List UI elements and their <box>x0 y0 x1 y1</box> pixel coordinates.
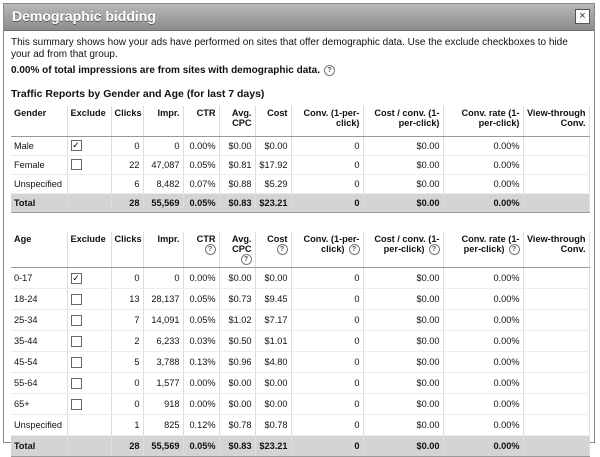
exclude-checkbox[interactable] <box>71 378 82 389</box>
cell-ctr: 0.00% <box>183 373 219 394</box>
table-row <box>11 136 589 155</box>
exclude-checkbox[interactable] <box>71 294 82 305</box>
cell-impr: 1,577 <box>143 373 183 394</box>
gender-header-label: Impr. <box>157 108 180 118</box>
gender-total-row <box>11 193 589 212</box>
cell-clicks: 13 <box>111 289 143 310</box>
cell-impr: 6,233 <box>143 331 183 352</box>
table-row <box>11 310 589 331</box>
cell-cost: $17.92 <box>255 155 291 174</box>
cell-conv_rate: 0.00% <box>443 193 523 212</box>
cell-conv: 0 <box>291 289 363 310</box>
cell-cost: $0.00 <box>255 268 291 289</box>
cell-clicks: 7 <box>111 310 143 331</box>
gender-header-label: View-through Conv. <box>526 108 586 128</box>
age-table-header <box>11 232 589 268</box>
cell-cost_conv: $0.00 <box>363 310 443 331</box>
cell-vt <box>523 415 589 436</box>
age-header-cell <box>363 232 443 268</box>
cell-impr: 28,137 <box>143 289 183 310</box>
age-header-cell <box>111 232 143 268</box>
cell-cost_conv: $0.00 <box>363 331 443 352</box>
cell-vt <box>523 136 589 155</box>
cell-ctr: 0.05% <box>183 193 219 212</box>
cell-impr: 55,569 <box>143 436 183 457</box>
exclude-checkbox[interactable] <box>71 399 82 410</box>
cell-conv: 0 <box>291 268 363 289</box>
help-icon[interactable]: ? <box>241 254 252 265</box>
cell-vt <box>523 268 589 289</box>
cell-cost: $0.00 <box>255 373 291 394</box>
gender-header-cell <box>111 106 143 136</box>
help-icon[interactable]: ? <box>205 244 216 255</box>
gender-table-header <box>11 106 589 136</box>
cell-vt <box>523 436 589 457</box>
gender-header-label: Gender <box>14 108 47 118</box>
close-icon[interactable]: × <box>575 9 590 24</box>
cell-clicks: 22 <box>111 155 143 174</box>
cell-cost: $23.21 <box>255 193 291 212</box>
cell-conv_rate: 0.00% <box>443 289 523 310</box>
cell-conv_rate: 0.00% <box>443 155 523 174</box>
row-label: Unspecified <box>11 415 67 436</box>
age-header-label: Clicks <box>114 234 142 244</box>
gender-header-cell <box>183 106 219 136</box>
cell-clicks: 0 <box>111 268 143 289</box>
exclude-checkbox[interactable]: ✓ <box>72 140 80 151</box>
cell-cost_conv: $0.00 <box>363 352 443 373</box>
age-header-label: Age <box>14 234 32 244</box>
gender-header-cell <box>523 106 589 136</box>
cell-impr: 825 <box>143 415 183 436</box>
cell-cost_conv: $0.00 <box>363 136 443 155</box>
cell-conv: 0 <box>291 373 363 394</box>
cell-vt <box>523 394 589 415</box>
cell-conv_rate: 0.00% <box>443 268 523 289</box>
age-header-cell <box>11 232 67 268</box>
gender-header-label: Conv. rate (1-per-click) <box>461 108 520 128</box>
age-header-label: Exclude <box>70 234 106 244</box>
gender-header-label: CTR <box>196 108 216 118</box>
row-label: 55-64 <box>11 373 67 394</box>
cell-conv: 0 <box>291 310 363 331</box>
cell-cpc: $0.00 <box>219 373 255 394</box>
row-label: 18-24 <box>11 289 67 310</box>
cell-clicks: 0 <box>111 136 143 155</box>
cell-cost: $0.78 <box>255 415 291 436</box>
gender-header-label: Avg. CPC <box>231 108 252 128</box>
cell-ctr: 0.05% <box>183 289 219 310</box>
exclude-checkbox[interactable]: ✓ <box>72 272 80 283</box>
row-label: Male <box>11 136 67 155</box>
cell-conv_rate: 0.00% <box>443 174 523 193</box>
exclude-cell <box>67 289 111 310</box>
row-label: 45-54 <box>11 352 67 373</box>
age-header-label: Impr. <box>157 234 180 244</box>
row-label: 0-17 <box>11 268 67 289</box>
row-label: 65+ <box>11 394 67 415</box>
exclude-checkbox[interactable] <box>71 357 82 368</box>
cell-cpc: $0.81 <box>219 155 255 174</box>
gender-header-cell <box>291 106 363 136</box>
exclude-cell <box>67 415 111 436</box>
age-header-label: Cost / conv. (1-per-click) <box>374 234 440 254</box>
help-icon[interactable]: ? <box>277 244 288 255</box>
cell-cost_conv: $0.00 <box>363 415 443 436</box>
age-header-cell <box>291 232 363 268</box>
impressions-note <box>11 65 335 76</box>
row-label: Unspecified <box>11 174 67 193</box>
cell-vt <box>523 289 589 310</box>
cell-conv: 0 <box>291 174 363 193</box>
gender-header-cell <box>67 106 111 136</box>
age-header-cell <box>523 232 589 268</box>
exclude-cell <box>67 193 111 212</box>
cell-conv: 0 <box>291 193 363 212</box>
cell-vt <box>523 373 589 394</box>
table-row <box>11 331 589 352</box>
table-row <box>11 174 589 193</box>
cell-impr: 918 <box>143 394 183 415</box>
cell-cost: $4.80 <box>255 352 291 373</box>
cell-impr: 3,788 <box>143 352 183 373</box>
cell-cost: $23.21 <box>255 436 291 457</box>
cell-cost: $0.00 <box>255 394 291 415</box>
cell-clicks: 5 <box>111 352 143 373</box>
cell-ctr: 0.03% <box>183 331 219 352</box>
age-header-cell <box>443 232 523 268</box>
exclude-cell <box>67 394 111 415</box>
cell-cost_conv: $0.00 <box>363 394 443 415</box>
age-header-label: Avg. CPC <box>231 234 252 254</box>
help-icon[interactable]: ? <box>429 244 440 255</box>
exclude-checkbox[interactable] <box>71 336 82 347</box>
cell-cost: $7.17 <box>255 310 291 331</box>
cell-vt <box>523 352 589 373</box>
cell-conv: 0 <box>291 394 363 415</box>
summary-text: This summary shows how your ads have performed on sites that offer demographic data. Use the exclude checkboxes to hide your ad from that group. <box>11 37 568 60</box>
age-header-cell <box>143 232 183 268</box>
cell-vt <box>523 174 589 193</box>
help-icon[interactable]: ? <box>349 244 360 255</box>
cell-cpc: $0.88 <box>219 174 255 193</box>
exclude-cell <box>67 310 111 331</box>
impressions-note-text: 0.00% of total impressions are from sites with demographic data. <box>11 65 320 77</box>
exclude-cell <box>67 268 111 289</box>
cell-ctr: 0.13% <box>183 352 219 373</box>
cell-cpc: $0.50 <box>219 331 255 352</box>
exclude-cell <box>67 352 111 373</box>
cell-cost: $5.29 <box>255 174 291 193</box>
cell-cost_conv: $0.00 <box>363 193 443 212</box>
cell-conv: 0 <box>291 352 363 373</box>
cell-vt <box>523 310 589 331</box>
exclude-checkbox[interactable] <box>71 159 82 170</box>
cell-cost_conv: $0.00 <box>363 289 443 310</box>
age-header-label: View-through Conv. <box>526 234 586 254</box>
cell-impr: 47,087 <box>143 155 183 174</box>
age-header-cell <box>67 232 111 268</box>
cell-cost_conv: $0.00 <box>363 268 443 289</box>
row-label: Female <box>11 155 67 174</box>
cell-vt <box>523 155 589 174</box>
cell-conv: 0 <box>291 436 363 457</box>
cell-conv: 0 <box>291 136 363 155</box>
cell-cost_conv: $0.00 <box>363 155 443 174</box>
cell-cpc: $1.02 <box>219 310 255 331</box>
age-header-label: Conv. rate (1-per-click) <box>461 234 520 254</box>
cell-conv_rate: 0.00% <box>443 352 523 373</box>
age-header-label: Cost <box>267 234 288 244</box>
row-label: 35-44 <box>11 331 67 352</box>
table-row <box>11 352 589 373</box>
cell-conv_rate: 0.00% <box>443 394 523 415</box>
gender-header-cell <box>219 106 255 136</box>
cell-ctr: 0.00% <box>183 394 219 415</box>
cell-ctr: 0.05% <box>183 155 219 174</box>
cell-conv: 0 <box>291 415 363 436</box>
cell-cpc: $0.00 <box>219 394 255 415</box>
cell-clicks: 0 <box>111 394 143 415</box>
cell-cost: $0.00 <box>255 136 291 155</box>
row-label: Total <box>11 436 67 457</box>
age-header-cell <box>219 232 255 268</box>
demographic-bidding-dialog <box>3 3 595 452</box>
gender-header-cell <box>443 106 523 136</box>
cell-vt <box>523 193 589 212</box>
cell-cpc: $0.00 <box>219 136 255 155</box>
cell-conv_rate: 0.00% <box>443 373 523 394</box>
table-row <box>11 155 589 174</box>
cell-ctr: 0.05% <box>183 310 219 331</box>
cell-cpc: $0.83 <box>219 193 255 212</box>
cell-conv_rate: 0.00% <box>443 436 523 457</box>
row-label: Total <box>11 193 67 212</box>
gender-header-label: Conv. (1-per-click) <box>303 108 360 128</box>
age-total-row <box>11 436 589 457</box>
age-header-label: CTR <box>196 234 216 244</box>
row-label: 25-34 <box>11 310 67 331</box>
cell-impr: 14,091 <box>143 310 183 331</box>
cell-clicks: 28 <box>111 436 143 457</box>
cell-ctr: 0.00% <box>183 136 219 155</box>
table-row <box>11 415 589 436</box>
gender-header-cell <box>255 106 291 136</box>
age-header-cell <box>255 232 291 268</box>
cell-cpc: $0.73 <box>219 289 255 310</box>
exclude-cell <box>67 373 111 394</box>
dialog-title: Demographic bidding <box>12 8 156 24</box>
exclude-checkbox[interactable] <box>71 315 82 326</box>
exclude-cell <box>67 331 111 352</box>
gender-header-label: Cost / conv. (1-per-click) <box>374 108 440 128</box>
cell-cpc: $0.83 <box>219 436 255 457</box>
gender-header-cell <box>363 106 443 136</box>
gender-table <box>11 106 590 213</box>
cell-cpc: $0.96 <box>219 352 255 373</box>
cell-ctr: 0.07% <box>183 174 219 193</box>
cell-clicks: 0 <box>111 373 143 394</box>
cell-clicks: 28 <box>111 193 143 212</box>
cell-impr: 55,569 <box>143 193 183 212</box>
table-row <box>11 394 589 415</box>
cell-impr: 8,482 <box>143 174 183 193</box>
cell-conv_rate: 0.00% <box>443 310 523 331</box>
cell-clicks: 6 <box>111 174 143 193</box>
cell-cost_conv: $0.00 <box>363 174 443 193</box>
exclude-cell <box>67 136 111 155</box>
cell-conv: 0 <box>291 155 363 174</box>
cell-ctr: 0.00% <box>183 268 219 289</box>
table-row <box>11 373 589 394</box>
gender-header-label: Clicks <box>114 108 142 118</box>
exclude-cell <box>67 174 111 193</box>
exclude-cell <box>67 155 111 174</box>
cell-vt <box>523 331 589 352</box>
report-title: Traffic Reports by Gender and Age (for last 7 days) <box>11 88 265 100</box>
dialog-titlebar <box>4 4 594 31</box>
cell-ctr: 0.05% <box>183 436 219 457</box>
help-icon[interactable]: ? <box>324 65 335 76</box>
cell-impr: 0 <box>143 268 183 289</box>
cell-clicks: 2 <box>111 331 143 352</box>
cell-ctr: 0.12% <box>183 415 219 436</box>
cell-conv_rate: 0.00% <box>443 136 523 155</box>
exclude-cell <box>67 436 111 457</box>
cell-cost_conv: $0.00 <box>363 436 443 457</box>
cell-conv_rate: 0.00% <box>443 415 523 436</box>
cell-cpc: $0.78 <box>219 415 255 436</box>
cell-conv_rate: 0.00% <box>443 331 523 352</box>
age-table <box>11 232 590 457</box>
cell-cpc: $0.00 <box>219 268 255 289</box>
cell-cost: $9.45 <box>255 289 291 310</box>
cell-conv: 0 <box>291 331 363 352</box>
cell-cost_conv: $0.00 <box>363 373 443 394</box>
cell-cost: $1.01 <box>255 331 291 352</box>
help-icon[interactable]: ? <box>509 244 520 255</box>
cell-impr: 0 <box>143 136 183 155</box>
gender-header-cell <box>11 106 67 136</box>
gender-header-cell <box>143 106 183 136</box>
age-header-cell <box>183 232 219 268</box>
cell-clicks: 1 <box>111 415 143 436</box>
gender-header-label: Exclude <box>70 108 106 118</box>
age-header-label: Conv. (1-per-click) <box>303 234 360 254</box>
table-row <box>11 289 589 310</box>
table-row <box>11 268 589 289</box>
gender-header-label: Cost <box>267 108 288 118</box>
